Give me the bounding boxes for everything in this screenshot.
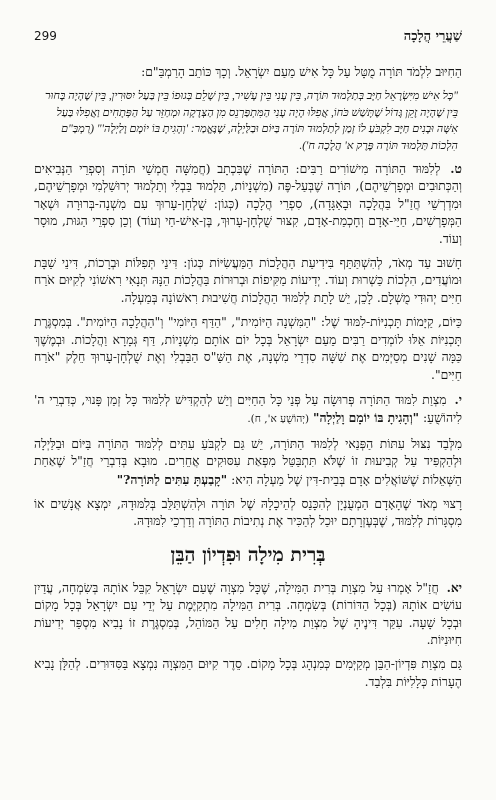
fixed-times-quote: "קָבַעְתָּ עִתִּים לַתּוֹרָה?"	[116, 471, 228, 487]
intro-paragraph: הַחִיּוּב לִלְמֹד תּוֹרָה מֻטָּל עַל כָּל אִישׁ מֵעַם יִשְׂרָאֵל. וְכָךְ כּוֹתֵב הָרַמְבַּ"ם:	[141, 65, 462, 79]
running-head: שַׁעֲרֵי הֲלָכָה	[403, 29, 462, 44]
paragraph-tet-text: לְלִמּוּד הַתּוֹרָה מִישׁוֹרִים רַבִּים: הַתּוֹרָה שֶׁבִּכְתָב (חֲמִשָּׁה חֻמְשֵׁי תּוֹרָה וְסִפְרֵי הַנְּבִיאִים וְהַכְּתוּבִים וּמְפָרְשֵׁיהֶם), תּוֹרָה שֶׁבְּעַל-פֶּה (מִשְׁנָיוֹת, תַּלְמוּד בַּבְלִי וְתַלְמוּד יְרוּשַׁלְמִי וּמְפָרְשֵׁיהֶם, וּמִדְרְשֵׁי חֲזַ"ל בַּהֲלָכָה וּבָאַגָּדָה), סִפְרֵי הֲלָכָה (כְּגוֹן: שֻׁלְחָן-עָרוּךְ עִם מִשְׁנָה-בְּרוּרָה וּשְׁאָר הַמְּפָרְשִׁים, חַיֵּי-אָדָם וְחָכְמַת-אָדָם, קִצּוּר שֻׁלְחָן-עָרוּךְ, בֶּן-אִישׁ-חַי וְעוֹד) וְכֵן סִפְרֵי הַגּוּת, מוּסָר וְעוֹד.	[34, 162, 462, 246]
paragraph-yod-alef-number: יא.	[446, 579, 462, 595]
pidyon-paragraph: גַּם מִצְוַת פִּדְיוֹן-הַבֵּן מְקַיְּמִים כְּמִנְהָג בְּכָל מָקוֹם. סֵדֶר קִיּוּם הַמִּצְוָה נִמְצָא בַּסִּדּוּרִים. לְהַלָּן נָבִיא הֶעָרוֹת כְּלָלִיּוֹת בִּלְבַד.	[34, 657, 462, 689]
rambam-quote	[38, 88, 458, 154]
page-header	[34, 28, 462, 50]
page-number: 299	[34, 29, 57, 43]
rambam-quote-source: (רַמְבַּ"ם הִלְכוֹת תַּלְמוּד תּוֹרָה פֶּרֶק א' הֲלָכָה ח').	[61, 123, 458, 152]
paragraph-yod-quote: "וְהָגִיתָ בּוֹ יוֹמָם וָלַיְלָה"	[313, 410, 420, 426]
study-partners-paragraph: רָצוּי מְאֹד שֶׁהָאָדָם הַמְעֻנְיָן לְהִכָּנֵס לְהֵיכָלָהּ שֶׁל תּוֹרָה וּלְהִשְׁתַּלֵּב בְּלִמּוּדָהּ, יִמְצָא אֲנָשִׁים אוֹ מִסְגָּרוֹת לְלִמּוּד, שֶׁבְּעֶזְרָתָם יוּכַל לְהַכִּיר אֶת נְתִיבוֹת הַתּוֹרָה וְדַרְכֵי לִמּוּדָהּ.	[34, 496, 462, 529]
programs-paragraph: כַּיּוֹם, קַיָּמוֹת תָּכְנִיּוֹת-לִמּוּד שֶׁל: "הַמִּשְׁנָה הַיּוֹמִית", "הַדַּף הַיּוֹמִי" וְ"הַהֲלָכָה הַיּוֹמִית". בְּמִסְגֶּרֶת תָּכְנִיּוֹת אֵלּוּ לוֹמְדִים רַבִּים מֵעַם יִשְׂרָאֵל בְּכָל יוֹם אוֹתָם מִשְׁנָיוֹת, דַּף גְּמָרָא וַהֲלָכוֹת. וּבְמֶשֶׁךְ כַּמָּה שָׁנִים מְסַיְּמִים אֶת שִׁשָּׁה סִדְרֵי מִשְׁנָה, אֶת הַשַּׁ"ס הַבַּבְלִי וְאֶת שֻׁלְחָן-עָרוּךְ חֵלֶק "אֹרַח חַיִּים".	[34, 315, 462, 382]
paragraph-tet-number: ט.	[450, 161, 462, 177]
paragraph-yod-alef-text: חֲזַ"ל אָמְרוּ עַל מִצְוַת בְּרִית הַמִּילָה, שֶׁכָּל מִצְוָה שֶׁעַם יִשְׂרָאֵל קִבֵּל אוֹתָהּ בְּשִׂמְחָה, עֲדַיִן עוֹשִׂים אוֹתָהּ (בְּכָל הַדּוֹרוֹת) בְּשִׂמְחָה. בְּרִית הַמִּילָה מִתְקַיֶּמֶת עַל יְדֵי עַם יִשְׂרָאֵל בְּכָל מָקוֹם וּבְכָל שָׁעָה. עִקַּר דִּינֶיהָ שֶׁל מִצְוַת מִילָה חָלִים עַל הַמּוֹהֵל, בְּמִסְגֶּרֶת זוֹ נָבִיא מִסְפַּר יְדִיעוֹת חִיּוּנִיּוֹת.	[34, 580, 462, 647]
paragraph-yod-ref: (יְהוֹשֻׁעַ א', ח).	[247, 413, 310, 426]
paragraph-tet	[34, 160, 462, 248]
paragraph-yod	[34, 391, 462, 429]
paragraph-yod-number: י.	[454, 391, 462, 407]
rambam-quote-text: "כָּל אִישׁ מִיִּשְׂרָאֵל חַיָּב בְּתַלְמוּד תּוֹרָה, בֵּין עָנִי בֵּין עָשִׁיר, בֵּין שָׁלֵם בְּגוּפוֹ בֵּין בַּעַל יִסּוּרִין, בֵּין שֶׁהָיָה בָּחוּר בֵּין שֶׁהָיָה זָקֵן גָּדוֹל שֶׁתָּשַׁשׁ כֹּחוֹ, אֲפִלּוּ הָיָה עָנִי הַמִּתְפַּרְנֵס מִן הַצְּדָקָה וּמְחַזֵּר עַל הַפְּתָחִים וַאֲפִלּוּ בַּעַל אִשָּׁה וּבָנִים חַיָּב לִקְבֹּעַ לוֹ זְמַן לְתַלְמוּד תּוֹרָה בַּיּוֹם וּבַלַּיְלָה, שֶׁנֶּאֱמַר: 'וְהָגִיתָ בּוֹ יוֹמָם וָלַיְלָה'"	[44, 90, 458, 136]
paragraph-yod-alef	[34, 579, 462, 650]
section-title: בְּרִית מִילָה וּפִדְיוֹן הַבֵּן	[170, 543, 326, 566]
paragraph-yod-text: מִצְוַת לִמּוּד הַתּוֹרָה פְּרוּשָׂה עַל פְּנֵי כָּל הַחַיִּים וְיֵשׁ לְהַקְדִּישׁ לְלִמּוּד כָּל זְמַן פָּנוּי, כְּדִבְרֵי ה' לִיהוֹשֻׁעַ:	[34, 392, 462, 426]
halachot-paragraph: חָשׁוּב עַד מְאֹד, לְהִשְׁתַּתֵּף בִּידִיעַת הַהֲלָכוֹת הַמַּעֲשִׂיּוֹת כְּגוֹן: דִּינֵי תְּפִלּוֹת וּבְרָכוֹת, דִּינֵי שַׁבָּת וּמוֹעֲדִים, הִלְכוֹת כַּשְׁרוּת וְעוֹד. יְדִיעוֹת מַקִּיפוֹת וּבְרוּרוֹת בַּהֲלָכוֹת הֵנָּהּ תְּנָאִי רִאשׁוֹנִי לְקִיּוּם אֹרַח חַיִּים יְהוּדִי מֻשְׁלָם. לָכֵן, יֵשׁ לָתֵת לְלִמּוּד הַהֲלָכוֹת חֲשִׁיבוּת רִאשׁוֹנָה בְּמַעְלָה.	[34, 256, 462, 305]
fixed-times-paragraph	[34, 436, 462, 489]
fixed-times-text: מִלְּבַד נִצּוּל עִתּוֹת הַפְּנַאי לְלִמּוּד הַתּוֹרָה, יֵשׁ גַּם לִקְבֹּעַ עִתִּים לְלִמּוּד הַתּוֹרָה בַּיּוֹם וּבַלַּיְלָה וּלְהַקְפִּיד עַל קְבִיעוּת זוֹ שֶׁלֹּא תִּתְבַּטֵּל מִפְּאַת עִסּוּקִים אֲחֵרִים. מוּבָא בְּדִבְרֵי חֲזַ"ל שֶׁאַחַת הַשְּׁאֵלוֹת שֶׁשּׁוֹאֲלִים אָדָם בְּבֵית-דִּין שֶׁל מַעְלָה הִיא:	[34, 436, 462, 487]
